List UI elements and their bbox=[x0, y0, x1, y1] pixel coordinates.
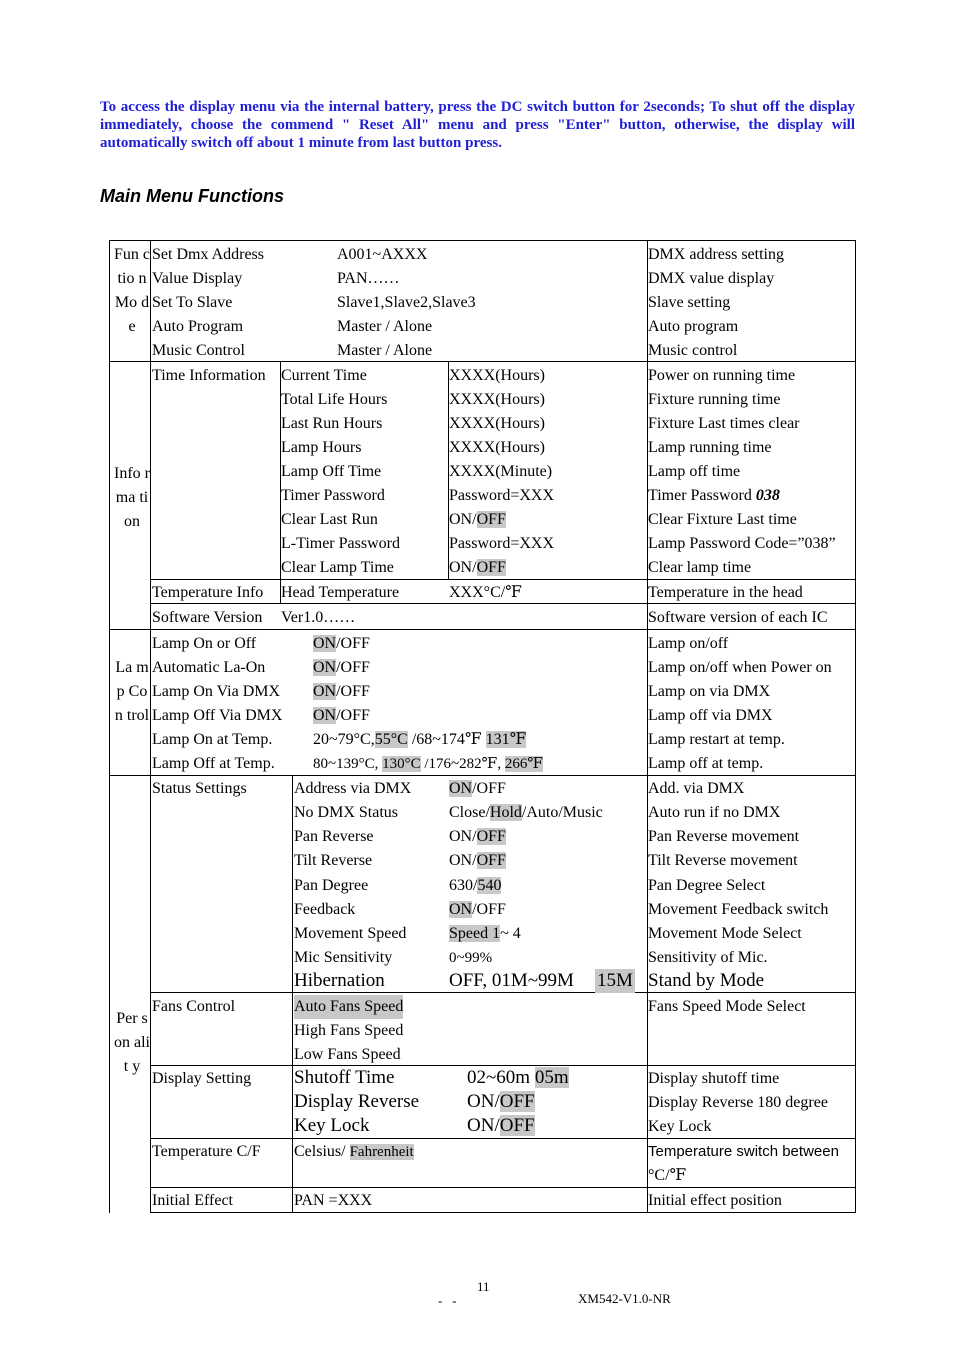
info-value: XXXX(Hours) bbox=[449, 391, 545, 408]
display-desc: Key Lock bbox=[648, 1118, 712, 1135]
status-desc: Stand by Mode bbox=[648, 970, 765, 991]
info-value: ON/OFF bbox=[449, 511, 506, 528]
fm-desc: Music control bbox=[648, 342, 738, 359]
status-value: ON/OFF bbox=[449, 901, 506, 918]
lamp-desc: Lamp on/off when Power on bbox=[648, 659, 832, 676]
status-desc: Movement Mode Select bbox=[648, 925, 802, 942]
status-item: Address via DMX bbox=[294, 780, 412, 797]
fm-item: Value Display bbox=[152, 270, 243, 287]
display-item: Key Lock bbox=[294, 1115, 370, 1136]
lamp-item: Lamp Off Via DMX bbox=[152, 707, 283, 724]
temp-info-value: XXX°C/℉ bbox=[449, 584, 522, 601]
info-desc: Power on running time bbox=[648, 367, 796, 384]
display-item: Shutoff Time bbox=[294, 1067, 395, 1088]
status-value: ON/OFF bbox=[449, 780, 506, 797]
info-value: Password=XXX bbox=[449, 535, 555, 552]
info-item: Clear Lamp Time bbox=[281, 559, 394, 576]
info-value: Password=XXX bbox=[449, 487, 555, 504]
fans-option: Low Fans Speed bbox=[294, 1046, 401, 1063]
status-value: ON/OFF bbox=[449, 828, 506, 845]
page-number: 11 bbox=[477, 1279, 490, 1294]
fm-item: Set Dmx Address bbox=[152, 246, 264, 263]
status-value: OFF, 01M~99M bbox=[449, 970, 574, 991]
info-desc: Fixture running time bbox=[648, 391, 781, 408]
info-item: Total Life Hours bbox=[281, 391, 388, 408]
status-value: 0~99% bbox=[449, 950, 493, 966]
lamp-item: Lamp On or Off bbox=[152, 635, 257, 652]
table-border-right bbox=[855, 240, 856, 1213]
fm-value: Master / Alone bbox=[337, 318, 433, 335]
temp-info-label: Temperature Info bbox=[152, 584, 264, 601]
status-value: Close/Hold/Auto/Music bbox=[449, 804, 603, 821]
software-desc: Software version of each IC bbox=[648, 609, 828, 626]
temp-cf-label: Temperature C/F bbox=[152, 1143, 261, 1160]
lamp-desc: Lamp restart at temp. bbox=[648, 731, 785, 748]
info-desc: Clear lamp time bbox=[648, 559, 752, 576]
info-item: Clear Last Run bbox=[281, 511, 378, 528]
intro-paragraph: To access the display menu via the internal battery, press the DC switch button for 2seconds; To shut off the display immediately, choose the commend " Reset All" menu and press "Enter" button, otherwise, the display will automatically switch off about 1 minute from last button press. bbox=[100, 99, 855, 151]
info-desc: Clear Fixture Last time bbox=[648, 511, 797, 528]
status-desc: Movement Feedback switch bbox=[648, 901, 829, 918]
lamp-value: ON/OFF bbox=[313, 707, 370, 724]
fm-item: Set To Slave bbox=[152, 294, 233, 311]
lamp-value: ON/OFF bbox=[313, 683, 370, 700]
info-item: Lamp Off Time bbox=[281, 463, 382, 480]
status-item: Pan Degree bbox=[294, 877, 369, 894]
display-value: ON/OFF bbox=[467, 1115, 535, 1136]
fans-option: High Fans Speed bbox=[294, 1022, 404, 1039]
info-time-label: Time Information bbox=[152, 367, 266, 384]
status-value: Speed 1~ 4 bbox=[449, 925, 521, 942]
info-desc: Timer Password 038 bbox=[648, 487, 780, 504]
lamp-desc: Lamp on via DMX bbox=[648, 683, 771, 700]
status-value-selected: 15M bbox=[597, 970, 633, 991]
lamp-item: Lamp On at Temp. bbox=[152, 731, 273, 748]
fans-control-label: Fans Control bbox=[152, 998, 236, 1015]
timer-code: 038 bbox=[755, 487, 780, 504]
info-item: Lamp Hours bbox=[281, 439, 362, 456]
fm-value: A001~AXXX bbox=[337, 246, 428, 263]
info-item: Last Run Hours bbox=[281, 415, 383, 432]
status-item: No DMX Status bbox=[294, 804, 399, 821]
fm-desc: DMX value display bbox=[648, 270, 775, 287]
info-value: XXXX(Hours) bbox=[449, 439, 545, 456]
temp-info-item: Head Temperature bbox=[281, 584, 400, 601]
software-label: Software Version bbox=[152, 609, 263, 626]
lamp-value: 20~79°C,55°C /68~174℉ 131℉ bbox=[313, 731, 527, 748]
status-desc: Pan Reverse movement bbox=[648, 828, 800, 845]
info-desc: Lamp off time bbox=[648, 463, 741, 480]
initial-effect-label: Initial Effect bbox=[152, 1192, 233, 1209]
info-desc: Lamp Password Code=”038” bbox=[648, 535, 836, 552]
fm-desc: Slave setting bbox=[648, 294, 731, 311]
software-value: Ver1.0…… bbox=[281, 609, 356, 626]
row-divider bbox=[150, 1138, 856, 1139]
document-code: XM542-V1.0-NR bbox=[578, 1291, 671, 1306]
info-value: XXXX(Hours) bbox=[449, 367, 545, 384]
status-item: Pan Reverse bbox=[294, 828, 374, 845]
lamp-item: Automatic La-On bbox=[152, 659, 266, 676]
status-item: Tilt Reverse bbox=[294, 852, 373, 869]
col-divider bbox=[150, 240, 151, 1213]
table-border-top bbox=[109, 240, 856, 241]
info-desc: Fixture Last times clear bbox=[648, 415, 800, 432]
temp-info-desc: Temperature in the head bbox=[648, 584, 803, 601]
footer-dashes: - - bbox=[438, 1293, 457, 1308]
lamp-desc: Lamp off at temp. bbox=[648, 755, 764, 772]
lamp-item: Lamp On Via DMX bbox=[152, 683, 281, 700]
info-value: ON/OFF bbox=[449, 559, 506, 576]
info-item: L-Timer Password bbox=[281, 535, 400, 552]
fm-desc: Auto program bbox=[648, 318, 739, 335]
temp-cf-value: Celsius/ Fahrenheit bbox=[294, 1143, 414, 1160]
lamp-desc: Lamp on/off bbox=[648, 635, 729, 652]
status-desc: Pan Degree Select bbox=[648, 877, 766, 894]
info-item: Timer Password bbox=[281, 487, 385, 504]
status-value: 630/540 bbox=[449, 877, 502, 894]
section-label-function-mode: Fun ctio n Mo de bbox=[114, 246, 150, 335]
col-divider bbox=[292, 775, 293, 1213]
status-item: Feedback bbox=[294, 901, 356, 918]
status-desc: Auto run if no DMX bbox=[648, 804, 781, 821]
lamp-value: ON/OFF bbox=[313, 659, 370, 676]
lamp-value: ON/OFF bbox=[313, 635, 370, 652]
display-desc: Display Reverse 180 degree bbox=[648, 1094, 828, 1111]
info-desc: Lamp running time bbox=[648, 439, 772, 456]
initial-effect-desc: Initial effect position bbox=[648, 1192, 782, 1209]
row-divider bbox=[150, 1187, 856, 1188]
display-desc: Display shutoff time bbox=[648, 1070, 780, 1087]
lamp-value: 80~139°C, 130°C /176~282℉, 266℉ bbox=[313, 756, 544, 772]
fm-item: Music Control bbox=[152, 342, 245, 359]
section-label-personality: Per son alit y bbox=[114, 1010, 150, 1075]
status-settings-label: Status Settings bbox=[152, 780, 247, 797]
fm-value: PAN…… bbox=[337, 270, 400, 287]
display-item: Display Reverse bbox=[294, 1091, 420, 1112]
status-item: Hibernation bbox=[294, 970, 385, 991]
lamp-item: Lamp Off at Temp. bbox=[152, 755, 275, 772]
display-setting-label: Display Setting bbox=[152, 1070, 252, 1087]
display-value: ON/OFF bbox=[467, 1091, 535, 1112]
temp-cf-desc-units: °C/℉ bbox=[648, 1167, 687, 1184]
status-item: Mic Sensitivity bbox=[294, 949, 393, 966]
fm-value: Master / Alone bbox=[337, 342, 433, 359]
status-desc: Sensitivity of Mic. bbox=[648, 949, 768, 966]
fans-desc: Fans Speed Mode Select bbox=[648, 998, 806, 1015]
info-value: XXXX(Minute) bbox=[449, 463, 553, 480]
fans-option: Auto Fans Speed bbox=[294, 995, 403, 1019]
info-value: XXXX(Hours) bbox=[449, 415, 545, 432]
status-value: ON/OFF bbox=[449, 852, 506, 869]
temp-cf-desc: Temperature switch between bbox=[648, 1143, 839, 1160]
fm-item: Auto Program bbox=[152, 318, 244, 335]
status-desc: Add. via DMX bbox=[648, 780, 745, 797]
status-desc: Tilt Reverse movement bbox=[648, 852, 798, 869]
info-item: Current Time bbox=[281, 367, 367, 384]
section-heading: Main Menu Functions bbox=[100, 186, 284, 206]
table-border-left bbox=[109, 240, 110, 1213]
status-item: Movement Speed bbox=[294, 925, 407, 942]
fm-desc: DMX address setting bbox=[648, 246, 784, 263]
section-label-information: Info rma tion bbox=[114, 465, 150, 530]
section-label-lamp-control: La mp Con trol bbox=[114, 659, 150, 724]
initial-effect-value: PAN =XXX bbox=[294, 1192, 373, 1209]
lamp-desc: Lamp off via DMX bbox=[648, 707, 773, 724]
display-value: 02~60m 05m bbox=[467, 1067, 569, 1088]
fm-value: Slave1,Slave2,Slave3 bbox=[337, 294, 476, 311]
